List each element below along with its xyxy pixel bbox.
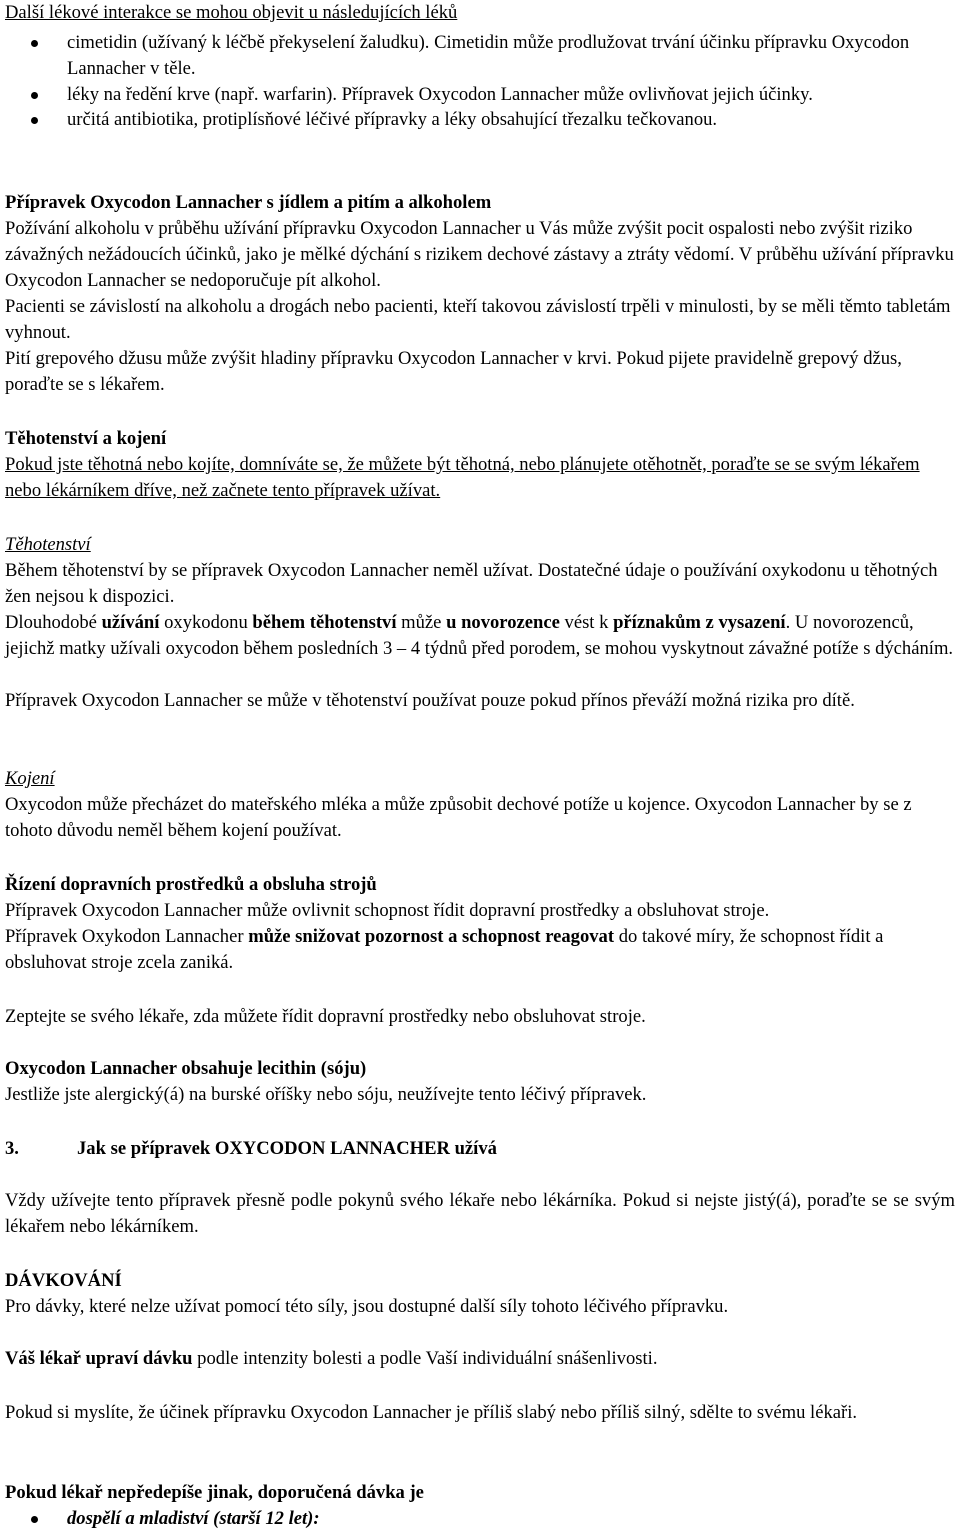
- pregnancy-paragraph-2: Dlouhodobé užívání oxykodonu během těhotenství může u novorozence vést k příznakům z vysazení. U novorozenců, jejichž matky užívali oxycodon během posledních 3 – 4 týdnů před porodem, se mohou vyskytnout závažné potíže s dýcháním.: [5, 612, 954, 659]
- dosage-paragraph-3: Pokud si myslíte, že účinek přípravku Oxycodon Lannacher je příliš slabý nebo příliš silný, sdělte to svému lékaři.: [5, 1402, 858, 1423]
- pregnancy-paragraph-1: Během těhotenství by se přípravek Oxycodon Lannacher neměl užívat. Dostatečné údaje o používání oxykodonu u těhotných žen nejsou k dispozici.: [5, 560, 938, 607]
- section-3-heading: [5, 1136, 955, 1162]
- list-item: určitá antibiotika, protiplísňové léčivé přípravky a léky obsahující třezalku tečkovanou.: [0, 107, 950, 133]
- bullet-icon: [31, 92, 38, 99]
- breastfeeding-subheading: Kojení: [5, 768, 55, 789]
- food-alcohol-paragraph-1: Požívání alkoholu v průběhu užívání přípravku Oxycodon Lannacher u Vás může zvýšit pocit ospalosti nebo zvýšit riziko závažných nežádoucích účinků, jako je mělké dýchání s rizikem dechové zástavy a ztráty vědomí. V průběhu užívání přípravku Oxycodon Lannacher se nedoporučuje pít alkohol.: [5, 218, 954, 291]
- driving-paragraph-1: Přípravek Oxycodon Lannacher může ovlivnit schopnost řídit dopravní prostředky a obsluhovat stroje.: [5, 900, 770, 921]
- pregnancy-paragraph-3: Přípravek Oxycodon Lannacher se může v těhotenství používat pouze pokud přínos převáží možná rizika pro dítě.: [5, 690, 855, 711]
- lecithin-paragraph: Jestliže jste alergický(á) na burské oříšky nebo sóju, neužívejte tento léčivý přípravek.: [5, 1084, 647, 1105]
- dosage-paragraph-4: Pokud lékař nepředepíše jinak, doporučená dávka je: [5, 1482, 424, 1503]
- list-item: cimetidin (užívaný k léčbě překyselení žaludku). Cimetidin může prodlužovat trvání účinku přípravku Oxycodon Lannacher v těle.: [0, 30, 950, 82]
- dosage-heading: DÁVKOVÁNÍ: [5, 1270, 122, 1291]
- breastfeeding-paragraph: Oxycodon může přecházet do mateřského mléka a může způsobit dechové potíže u kojence. Oxycodon Lannacher by se z tohoto důvodu neměl během kojení používat.: [5, 794, 912, 841]
- interactions-list: [0, 30, 950, 133]
- lecithin-heading: Oxycodon Lannacher obsahuje lecithin (sóju): [5, 1058, 367, 1079]
- dosage-list: [0, 1506, 950, 1532]
- section-number: 3.: [5, 1138, 19, 1159]
- driving-paragraph-3: Zeptejte se svého lékaře, zda můžete řídit dopravní prostředky nebo obsluhovat stroje.: [5, 1006, 646, 1027]
- food-alcohol-paragraph-3: Pití grepového džusu může zvýšit hladiny přípravku Oxycodon Lannacher v krvi. Pokud pijete pravidelně grepový džus, poraďte se s lékařem.: [5, 348, 902, 395]
- bullet-icon: [31, 1516, 38, 1523]
- list-item: léky na ředění krve (např. warfarin). Přípravek Oxycodon Lannacher může ovlivňovat jejich účinky.: [0, 82, 950, 108]
- driving-paragraph-2: Přípravek Oxykodon Lannacher může snižovat pozornost a schopnost reagovat do takové míry, že schopnost řídit a obsluhovat stroje zcela zaniká.: [5, 926, 884, 973]
- dosage-paragraph-2: Váš lékař upraví dávku podle intenzity bolesti a podle Vaší individuální snášenlivosti.: [5, 1348, 658, 1369]
- section-3-paragraph: Vždy užívejte tento přípravek přesně podle pokynů svého lékaře nebo lékárníka. Pokud si nejste jistý(á), poraďte se se svým lékařem nebo lékárníkem.: [5, 1190, 955, 1237]
- dosage-paragraph-1: Pro dávky, které nelze užívat pomocí této síly, jsou dostupné další síly tohoto léčivého přípravku.: [5, 1296, 729, 1317]
- food-alcohol-heading: Přípravek Oxycodon Lannacher s jídlem a pitím a alkoholem: [5, 192, 492, 213]
- bullet-icon: [31, 40, 38, 47]
- food-alcohol-paragraph-2: Pacienti se závislostí na alkoholu a drogách nebo pacienti, kteří takovou závislostí trpěli v minulosti, by se měli těmto tabletám vyhnout.: [5, 296, 951, 343]
- pregnancy-intro: Pokud jste těhotná nebo kojíte, domníváte se, že můžete být těhotná, nebo plánujete otěhotnět, poraďte se se svým lékařem nebo lékárníkem dříve, než začnete tento přípravek užívat.: [5, 454, 920, 501]
- pregnancy-subheading: Těhotenství: [5, 534, 91, 555]
- section-title: Jak se přípravek OXYCODON LANNACHER užívá: [77, 1138, 497, 1159]
- list-item: dospělí a mladiství (starší 12 let):: [0, 1506, 950, 1532]
- driving-heading: Řízení dopravních prostředků a obsluha strojů: [5, 874, 377, 895]
- bullet-icon: [31, 117, 38, 124]
- pregnancy-heading: Těhotenství a kojení: [5, 428, 167, 449]
- interactions-heading: Další lékové interakce se mohou objevit u následujících léků: [5, 2, 458, 23]
